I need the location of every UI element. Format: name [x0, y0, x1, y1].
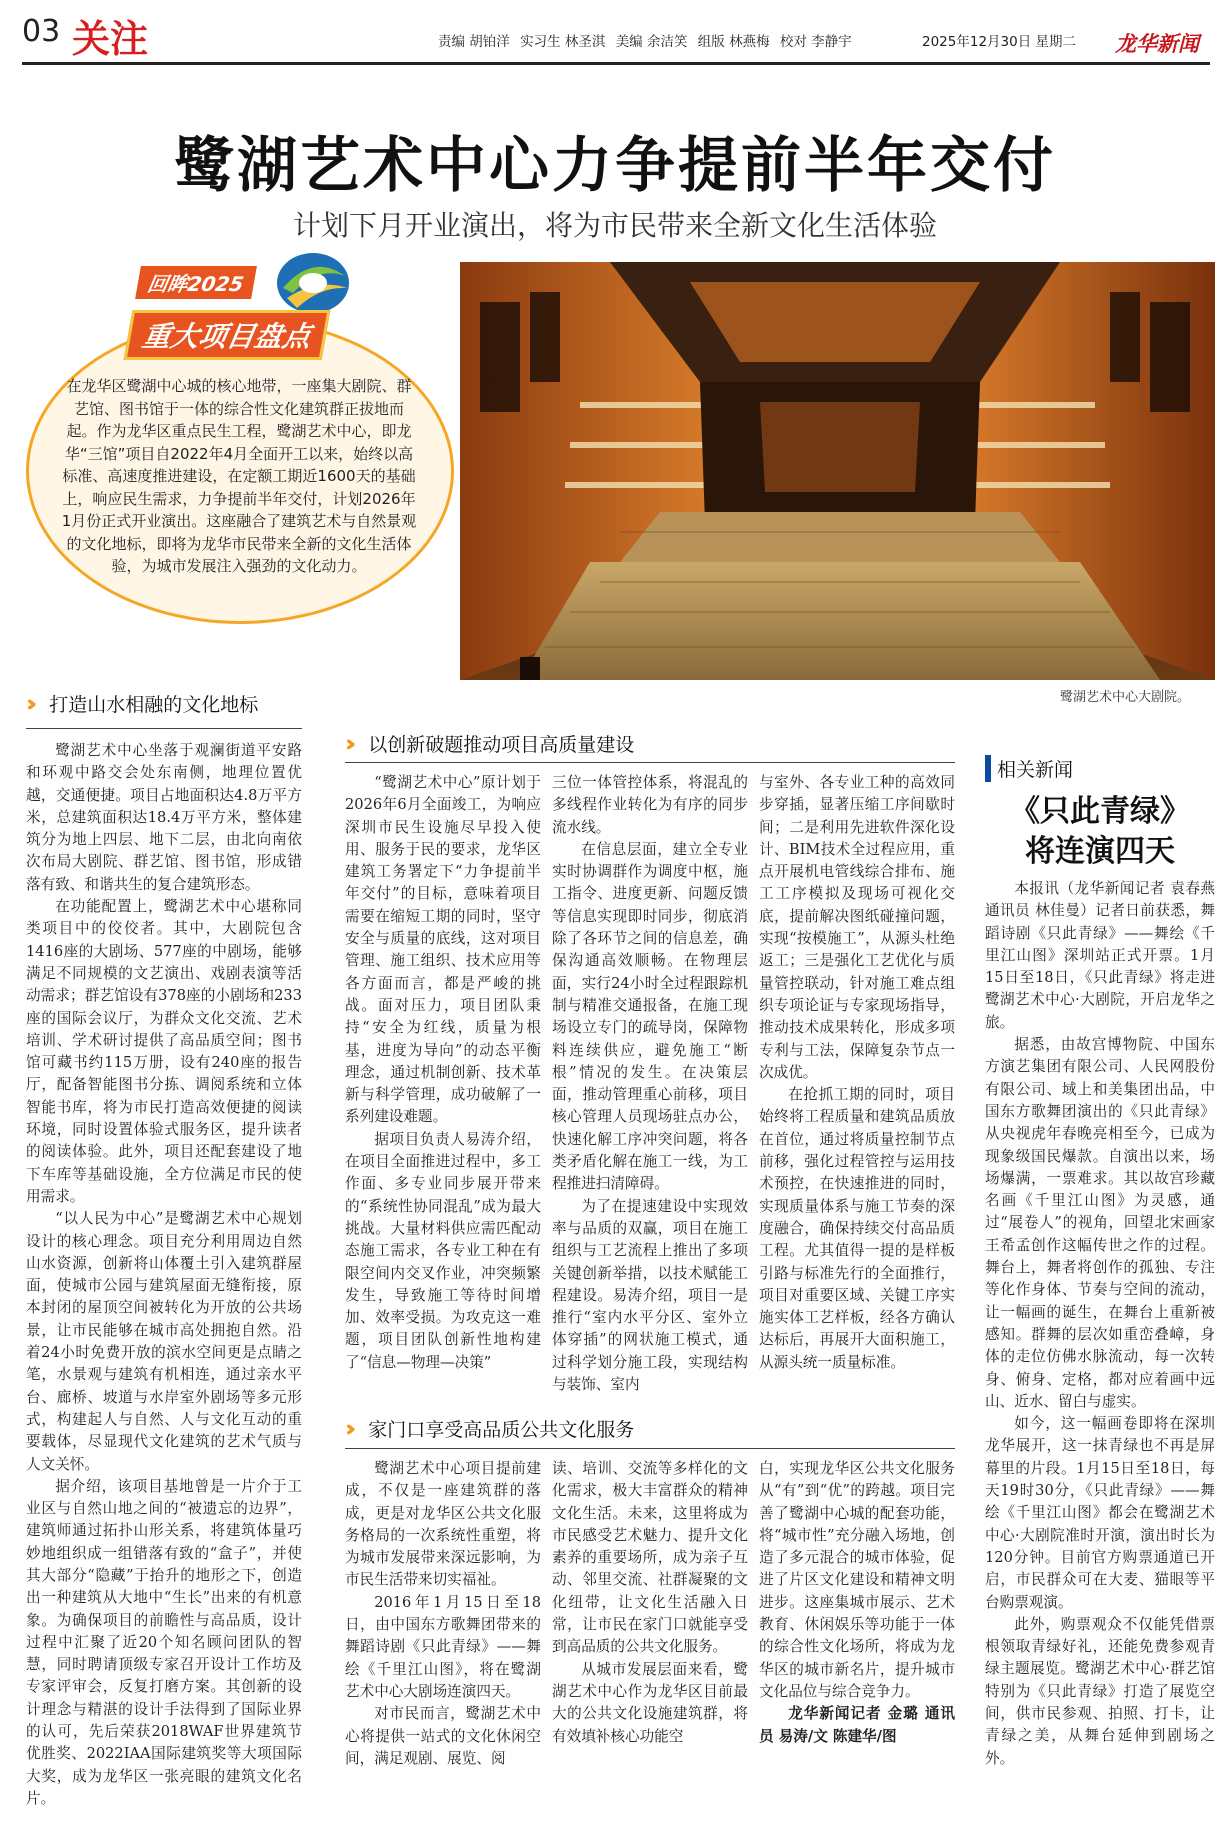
section-heading-service [345, 1415, 634, 1442]
paragraph: 据项目负责人易涛介绍，在项目全面推进过程中，多工作面、多专业同步展开带来的“系统性协同混乱”成为最大挑战。大量材料供应需匹配动态施工需求，各专业工种在有限空间内交叉作业，冲突频繁发生，导致施工等待时间增加、效率受损。为攻克这一难题，项目团队创新性地构建了“信息—物理—决策” [345, 1130, 541, 1371]
paragraph: 白，实现龙华区公共文化服务从“有”到“优”的跨越。项目完善了鹭湖中心城的配套功能，将“城市性”充分融入场地，创造了多元混合的城市体验，促进了片区文化建设和精神文明进步。这座集城市展示、艺术教育、休闲娱乐等功能于一体的综合性文化场所，将成为龙华区的城市新名片，提升城市文化品位与综合竞争力。 [759, 1460, 955, 1700]
paragraph: 在抢抓工期的同时，项目始终将工程质量和建筑品质放在首位，通过将质量控制节点前移，强化过程管控与运用技术预控，在快速推进的同时，实现质量体系与施工节奏的深度融合，确保持续交付高品质工程。尤其值得一提的是样板引路与标准先行的全面推行，项目对重要区域、关键工序实施实体工艺样板，经各方确认达标后，再展开大面积施工，从源头统一质量标准。 [759, 1086, 955, 1371]
section3-column-2 [552, 1458, 748, 1748]
newspaper-logo: 龙华新闻 [1115, 31, 1199, 56]
swirl-logo-icon [273, 248, 353, 318]
related-news-label: 相关新闻 [985, 755, 1073, 782]
section-divider [345, 1448, 955, 1449]
paragraph: 本报讯（龙华新闻记者 袁春燕 通讯员 林佳曼）记者日前获悉，舞蹈诗剧《只此青绿》——舞绘《千里江山图》深圳站正式开票。1月15日至18日，《只此青绿》将走进鹭湖艺术中心·大剧院，开启龙华之旅。 [985, 880, 1215, 1031]
intro-text: 在龙华区鹭湖中心城的核心地带，一座集大剧院、群艺馆、图书馆于一体的综合性文化建筑群正拔地而起。作为龙华区重点民生工程，鹭湖艺术中心，即龙华“三馆”项目自2022年4月全面开工以来，始终以高标准、高速度推进建设，在定额工期近1600天的基础上，响应民生需求，力争提前半年交付，计划2026年1月份正式开业演出。这座融合了建筑艺术与自然景观的文化地标，即将为龙华市民带来全新的文化生活体验，为城市发展注入强劲的文化动力。 [61, 377, 417, 575]
paragraph: 在信息层面，建立全专业实时协调群作为调度中枢，施工指令、进度更新、问题反馈等信息实现即时同步，彻底消除了各环节之间的信息差，确保沟通高效顺畅。在物理层面，实行24小时全过程跟踪机制与精准交通报备，在施工现场设立专门的疏导岗，保障物料连续供应，避免施工“断根”情况的发生。在决策层面，推动管理重心前移，项目核心管理人员现场驻点办公，快速化解工序冲突问题，将各类矛盾化解在施工一线，为工程推进扫清障碍。 [552, 840, 748, 1193]
section-title: 家门口享受高品质公共文化服务 [368, 1419, 635, 1441]
credit-item: 美编 余洁笑 [615, 34, 688, 50]
editor-credits [438, 30, 858, 50]
chevron-right-icon: ››› [26, 692, 30, 717]
paragraph: 此外，购票观众不仅能凭借票根领取青绿好礼，还能免费参观青绿主题展览。鹭湖艺术中心·群艺馆特别为《只此青绿》打造了展览空间，供市民参观、拍照、打卡，让青绿之美，从舞台延伸到剧场之外。 [985, 1615, 1215, 1767]
badge-title: 重大项目盘点 [124, 310, 331, 360]
series-badge [128, 248, 348, 363]
paragraph: 与室外、各专业工种的高效同步穿插，显著压缩工序间歇时间；二是利用先进软件深化设计、BIM技术全过程应用，重点开展机电管线综合排布、施工工序模拟及现场可视化交底，提前解决图纸碰撞问题，实现“按模施工”，从源头杜绝返工；三是强化工艺优化与质量管控联动，针对施工难点组织专项论证与专家现场指导，推动技术成果转化，形成多项专利与工法，保障复杂节点一次成优。 [759, 774, 955, 1081]
photo-caption: 鹭湖艺术中心大剧院。 [1060, 690, 1191, 705]
section-title: 以创新破题推动项目高质量建设 [368, 734, 635, 756]
badge-year: 回眸2025 [135, 266, 256, 299]
related-title-line: 将连演四天 [1025, 834, 1175, 869]
paragraph: “以人民为中心”是鹭湖艺术中心规划设计的核心理念。项目充分利用周边自然山水资源，创新将山体覆土引入建筑群屋面，使城市公园与建筑屋面无缝衔接，原本封闭的屋顶空间被转化为开放的公共场景，让市民能够在城市高处拥抱自然。沿着24小时免费开放的滨水空间更是点睛之笔，水景观与建筑有机相连，通过亲水平台、廊桥、坡道与水岸室外剧场等多元形式，构建起人与自然、人与文化互动的重要载体，尽显现代文化建筑的艺术气质与人文关怀。 [26, 1210, 302, 1473]
theater-photo [460, 262, 1215, 680]
header-divider [22, 62, 1210, 65]
paragraph: 据悉，由故宫博物院、中国东方演艺集团有限公司、人民网股份有限公司、域上和美集团出品，中国东方歌舞团演出的《只此青绿》从央视虎年春晚亮相至今，已成为现象级国民爆款。自演出以来，场场爆满，一票难求。其以故宫珍藏名画《千里江山图》为灵感，通过“展卷人”的视角，回望北宋画家王希孟创作这幅传世之作的过程。舞台上，舞者将创作的孤独、专注等化作身体、节奏与空间的流动，让一幅画的诞生，在舞台上重新被感知。群舞的层次如重峦叠嶂，身体的走位仿佛水脉流动，每一次转身、俯身、定格，都对应着画中远山、近水、留白与虚实。 [985, 1036, 1215, 1410]
related-title-line: 《只此青绿》 [1010, 794, 1190, 829]
paragraph: 如今，这一幅画卷即将在深圳龙华展开，这一抹青绿也不再是屏幕里的片段。1月15日至18日，每天19时30分，《只此青绿》——舞绘《千里江山图》都会在鹭湖艺术中心·大剧院准时开演，演出时长为120分钟。目前官方购票通道已开启，市民群众可在大麦、猫眼等平台购票观演。 [985, 1415, 1215, 1611]
paragraph: 在功能配置上，鹭湖艺术中心堪称同类项目中的佼佼者。其中，大剧院包含1416座的大剧场、577座的中剧场，能够满足不同规模的文艺演出、戏剧表演等活动需求；群艺馆设有378座的小剧场和233座的国际会议厅，为群众文化交流、艺术培训、学术研讨提供了高品质空间；图书馆可藏书约115万册，设有240座的报告厅，配备智能图书分拣、调阅系统和立体智能书库，将为市民打造高效便捷的阅读环境，同时设置体验式服务区，提升读者的阅读体验。此外，项目还配套建设了地下车库等基础设施，全方位满足市民的使用需求。 [26, 898, 302, 1205]
paragraph: “鹭湖艺术中心”原计划于2026年6月全面竣工，为响应深圳市民生设施尽早投入使用、服务于民的要求，龙华区建筑工务署定下“力争提前半年交付”的目标，意味着项目需要在缩短工期的同时，坚守安全与质量的底线，这对项目管理、施工组织、技术应用等各方面而言，都是严峻的挑战。面对压力，项目团队秉持“安全为红线，质量为根基，进度为导向”的动态平衡理念，通过机制创新、技术革新与科学管理，成功破解了一系列建设难题。 [345, 774, 541, 1126]
section2-column-2 [552, 772, 748, 1396]
paragraph: 鹭湖艺术中心项目提前建成，不仅是一座建筑群的落成，更是对龙华区公共文化服务格局的一次系统性重塑，将为城市发展带来深远影响，为市民生活带来切实福祉。 [345, 1460, 541, 1589]
page-number: 03 [22, 14, 61, 49]
section1-column [26, 740, 302, 1810]
section-divider [345, 762, 955, 763]
paragraph: 2016年1月15日至18日，由中国东方歌舞团带来的舞蹈诗剧《只此青绿》——舞绘《千里江山图》，将在鹭湖艺术中心大剧场连演四天。 [345, 1593, 541, 1700]
article-byline: 龙华新闻记者 金璐 通讯员 易涛/文 陈建华/图 [759, 1705, 955, 1745]
section-heading-landmark [26, 690, 258, 717]
section-title: 打造山水相融的文化地标 [49, 694, 259, 716]
paragraph: 读、培训、交流等多样化的文化需求，极大丰富群众的精神文化生活。未来，这里将成为市民感受艺术魅力、提升文化素养的重要场所，成为亲子互动、邻里交流、社群凝聚的文化纽带，让文化生活融入日常，让市民在家门口就能享受到高品质的公共文化服务。 [552, 1460, 748, 1656]
issue-date: 2025年12月30日 星期二 [922, 34, 1077, 50]
credit-item: 责编 胡铂洋 [438, 34, 510, 50]
page-header [0, 0, 1230, 62]
section2-column-3 [759, 772, 955, 1374]
theater-interior-illustration [460, 262, 1215, 680]
section-divider [26, 728, 302, 729]
chevron-right-icon: ››› [345, 732, 349, 757]
headline: 鹭湖艺术中心力争提前半年交付 [174, 131, 1056, 201]
section-name: 关注 [72, 17, 149, 61]
credit-item: 校对 李静宇 [779, 34, 852, 50]
section3-column-3 [759, 1458, 955, 1748]
paragraph: 对市民而言，鹭湖艺术中心将提供一站式的文化休闲空间，满足观剧、展览、阅 [345, 1705, 541, 1767]
paragraph: 三位一体管控体系，将混乱的多线程作业转化为有序的同步流水线。 [552, 774, 748, 836]
credit-item: 实习生 林圣淇 [520, 34, 606, 50]
section2-column-1 [345, 772, 541, 1374]
paragraph: 鹭湖艺术中心坐落于观澜街道平安路和环观中路交会处东南侧，地理位置优越，交通便捷。项目占地面积达4.8万平方米，总建筑面积达18.4万平方米，整体建筑分为地上四层、地下二层，由北向南依次布局大剧院、群艺馆、图书馆，形成错落有致、和谐共生的复合建筑形态。 [26, 742, 302, 893]
section-heading-innovation [345, 730, 634, 757]
paragraph: 从城市发展层面来看，鹭湖艺术中心作为龙华区目前最大的公共文化设施建筑群，将有效填补核心功能空 [552, 1660, 748, 1745]
chevron-right-icon: ››› [345, 1417, 349, 1442]
subheadline: 计划下月开业演出，将为市民带来全新文化生活体验 [292, 209, 937, 242]
related-news-title [985, 792, 1215, 872]
related-news-body [985, 878, 1215, 1770]
section3-column-1 [345, 1458, 541, 1770]
paragraph: 为了在提速建设中实现效率与品质的双赢，项目在施工组织与工艺流程上推出了多项关键创新举措，以技术赋能工程建设。易涛介绍，项目一是推行“室内水平分区、室外立体穿插”的网状施工模式，通过科学划分施工段，实现结构与装饰、室内 [552, 1197, 748, 1394]
credit-item: 组版 林燕梅 [697, 34, 770, 50]
paragraph: 据介绍，该项目基地曾是一片介于工业区与自然山地之间的“被遗忘的边界”，建筑师通过拓扑山形关系，将建筑体量巧妙地组织成一组错落有致的“盒子”，并使其大部分“隐藏”于抬升的地形之下，创造出一种建筑从大地中“生长”出来的有机意象。为确保项目的前瞻性与高品质，设计过程中汇聚了近20个知名顾问团队的智慧，同时聘请顶级专家召开设计工作坊及专家评审会，反复打磨方案。其创新的设计理念与精湛的设计手法得到了国际业界的认可，先后荣获2018WAF世界建筑节优胜奖、2022IAA国际建筑奖等大项国际大奖，成为龙华区一张亮眼的建筑文化名片。 [26, 1477, 302, 1807]
